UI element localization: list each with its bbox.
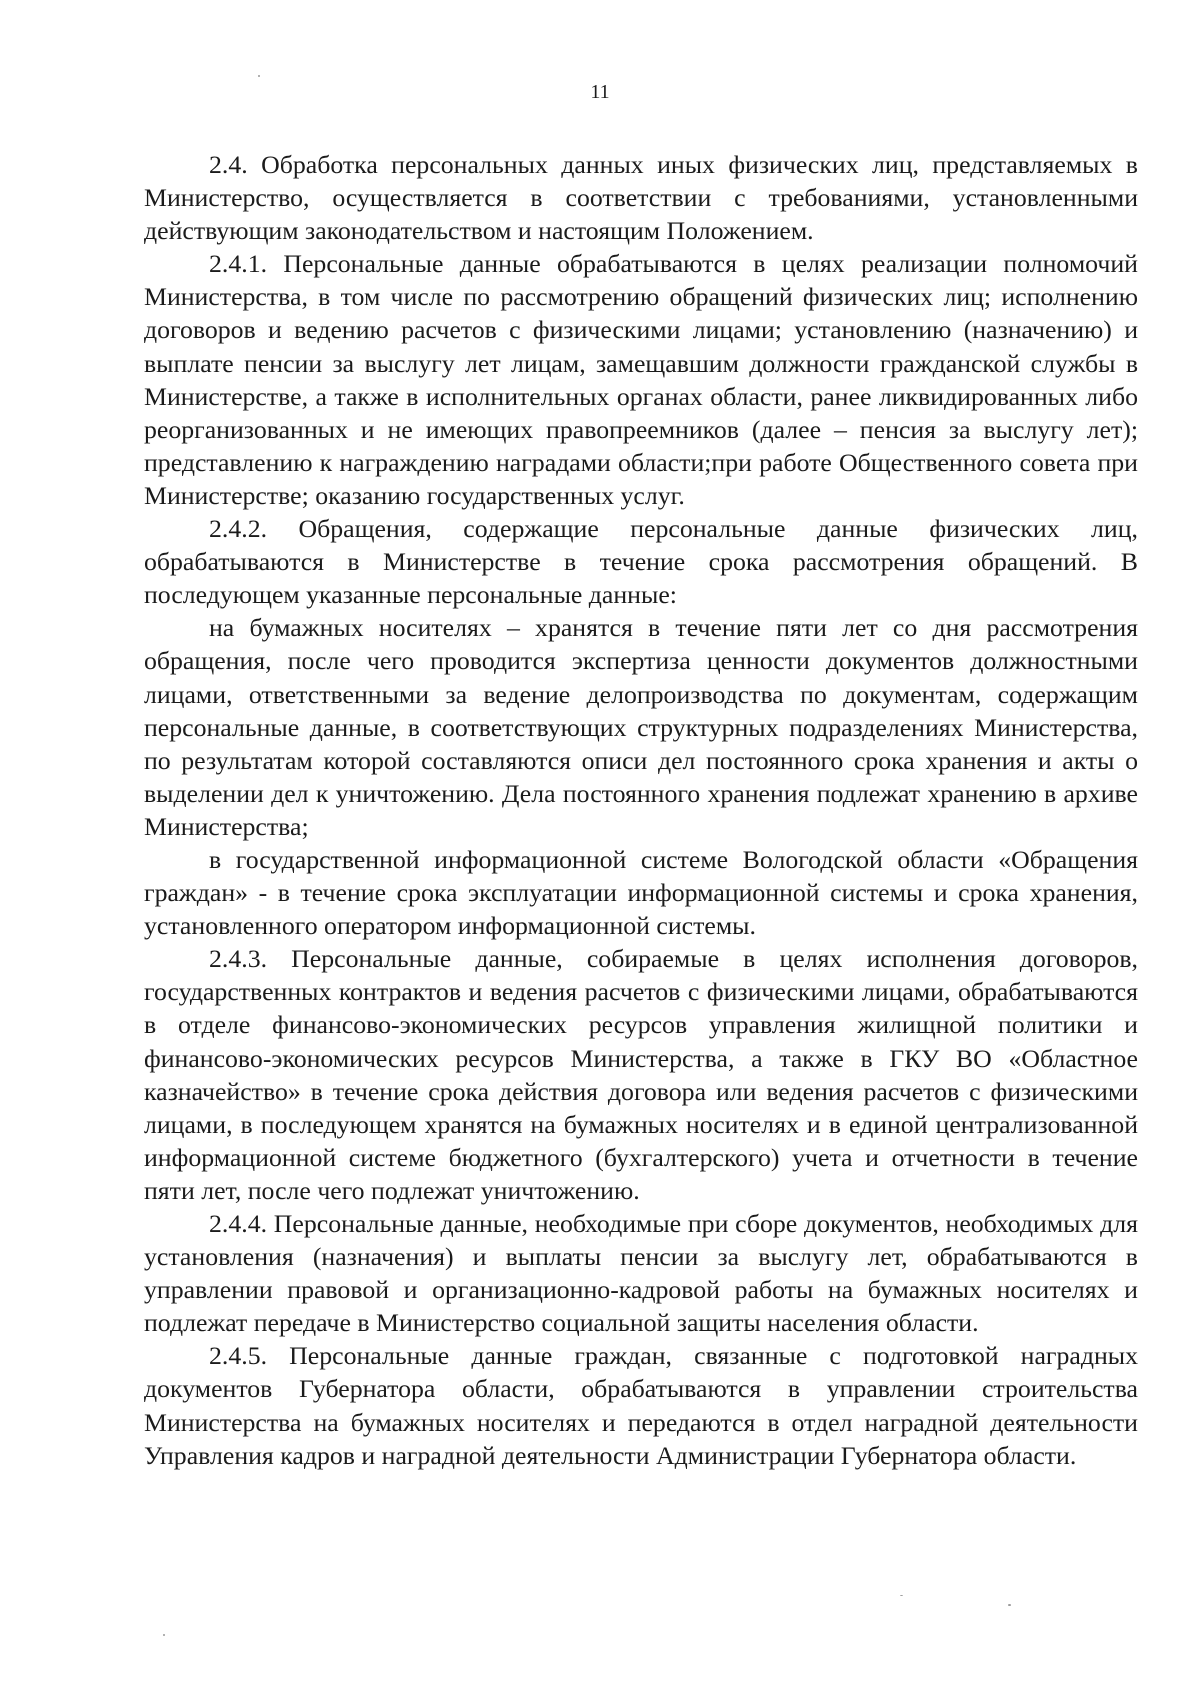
paragraph-2-4-5: 2.4.5. Персональные данные граждан, связанные с подготовкой наградных документов Губернатора области, обрабатываются в управлении строительства Министерства на бумажных носителях и передаются в отдел наградной деятельности Управления кадров и наградной деятельности Администрации Губернатора области. [144, 1341, 1138, 1470]
page-number: 11 [590, 81, 610, 103]
paragraph-2-4: 2.4. Обработка персональных данных иных физических лиц, представляемых в Министерство, осуществляется в соответствии с требованиями, установленными действующим законодательством и настоящим Положением. [144, 150, 1138, 246]
paragraph-2-4-4: 2.4.4. Персональные данные, необходимые при сборе документов, необходимых для установления (назначения) и выплаты пенсии за выслугу лет, обрабатываются в управлении правовой и организационно-кадровой работы на бумажных носителях и подлежат передаче в Министерство социальной защиты населения области. [144, 1209, 1138, 1338]
paragraph-information-system: в государственной информационной системе Вологодской области «Обращения граждан» - в течение срока эксплуатации информационной системы и срока хранения, установленного оператором информационной системы. [144, 844, 1138, 941]
scan-speck [258, 75, 260, 77]
scan-speck [1008, 1604, 1011, 1606]
scan-speck [900, 1595, 903, 1596]
paragraph-2-4-2: 2.4.2. Обращения, содержащие персональные данные физических лиц, обрабатываются в Министерстве в течение срока рассмотрения обращений. В последующем указанные персональные данные: [144, 514, 1138, 610]
document-body [144, 148, 1138, 1472]
scan-speck [163, 1634, 165, 1636]
paragraph-paper-media: на бумажных носителях – хранятся в течение пяти лет со дня рассмотрения обращения, после чего проводится экспертиза ценности документов должностными лицами, ответственными за ведение делопроизводства по документам, содержащим персональные данные, в соответствующих структурных подразделениях Министерства, по результатам которой составляются описи дел постоянного срока хранения и акты о выделении дел к уничтожению. Дела постоянного хранения подлежат хранению в архиве Министерства; [144, 613, 1138, 841]
paragraph-2-4-1: 2.4.1. Персональные данные обрабатываются в целях реализации полномочий Министерства, в том числе по рассмотрению обращений физических лиц; исполнению договоров и ведению расчетов с физическими лицами; установлению (назначению) и выплате пенсии за выслугу лет лицам, замещавшим должности гражданской службы в Министерстве, а также в исполнительных органах области, ранее ликвидированных либо реорганизованных и не имеющих правопреемников (далее – пенсия за выслугу лет); представлению к награждению наградами области;при работе Общественного совета при Министерстве; оказанию государственных услуг. [144, 249, 1138, 510]
paragraph-2-4-3: 2.4.3. Персональные данные, собираемые в целях исполнения договоров, государственных контрактов и ведения расчетов с физическими лицами, обрабатываются в отделе финансово-экономических ресурсов управления жилищной политики и финансово-экономических ресурсов Министерства, а также в ГКУ ВО «Областное казначейство» в течение срока действия договора или ведения расчетов с физическими лицами, в последующем хранятся на бумажных носителях и в единой централизованной информационной системе бюджетного (бухгалтерского) учета и отчетности в течение пяти лет, после чего подлежат уничтожению. [144, 944, 1138, 1205]
